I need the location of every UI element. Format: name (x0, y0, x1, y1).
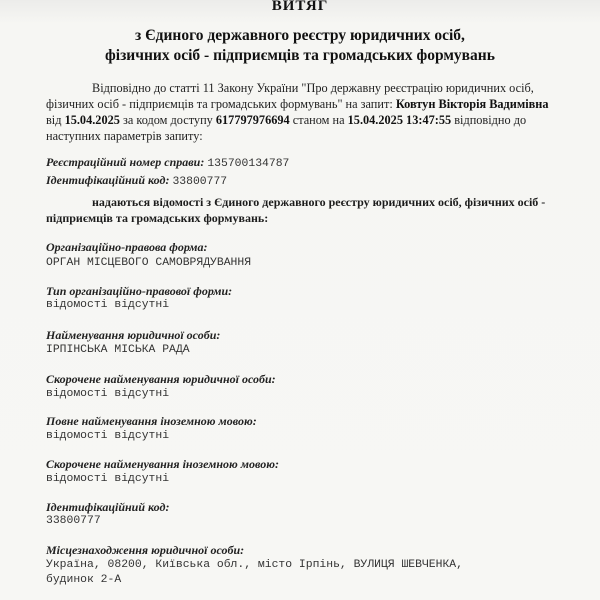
request-id-row (46, 173, 227, 188)
intro-line-2 (46, 96, 566, 112)
intro-line-3-prefix: від (46, 113, 65, 127)
requester-name: Ковтун Вікторія Вадимівна (395, 97, 549, 111)
short-name-label: Скорочене найменування юридичної особи: (46, 372, 276, 386)
request-id-label: Ідентифікаційний код: (46, 173, 170, 187)
intro-line-3-suffix: відповідно до (451, 113, 527, 127)
location-value: Україна, 08200, Київська обл., місто Ірпінь, ВУЛИЦЯ ШЕВЧЕНКА, будинок 2-А (46, 559, 463, 586)
legal-entity-name-label: Найменування юридичної особи: (46, 328, 221, 342)
intro-line-3-state: станом на (289, 113, 348, 127)
case-number-label: Реєстраційний номер справи: (46, 155, 205, 169)
foreign-short-name-label: Скорочене найменування іноземною мовою: (46, 457, 279, 471)
request-date: 15.04.2025 (64, 113, 120, 127)
org-legal-form-value: ОРГАН МІСЦЕВОГО САМОВРЯДУВАННЯ (46, 257, 252, 269)
org-legal-form-type-label: Тип організаційно-правової форми: (46, 284, 233, 298)
intro-line-4: наступних параметрів запиту: (46, 129, 203, 143)
provided-line-2: підприємців та громадських формувань: (46, 211, 269, 225)
subtitle-line-2: фізичних осіб - підприємців та громадських формувань (105, 47, 495, 64)
intro-line-3 (46, 112, 566, 128)
case-number-value: 135700134787 (207, 158, 290, 170)
document-title: ВИТЯГ (271, 0, 329, 10)
intro-line-2-text: фізичних осіб - підприємців та громадських формувань" на запит: (46, 97, 396, 111)
request-id-value: 33800777 (172, 176, 228, 188)
case-number-row (46, 155, 289, 170)
org-legal-form-type-value: відомості відсутні (46, 299, 170, 311)
access-code: 617797976694 (215, 113, 290, 127)
intro-paragraph (46, 80, 566, 144)
state-datetime: 15.04.2025 13:47:55 (347, 113, 452, 127)
intro-line-3-mid: за кодом доступу (119, 113, 216, 127)
identification-code-label: Ідентифікаційний код: (46, 500, 170, 514)
provided-info-heading (46, 194, 566, 226)
short-name-value: відомості відсутні (46, 388, 170, 400)
provided-line-1: надаються відомості з Єдиного державного реєстру юридичних осіб, фізичних осіб - (92, 195, 546, 209)
legal-entity-name-value: ІРПІНСЬКА МІСЬКА РАДА (46, 344, 190, 356)
foreign-full-name-value: відомості відсутні (46, 430, 170, 442)
document-subtitle (0, 26, 600, 66)
location-label: Місцезнаходження юридичної особи: (46, 543, 245, 557)
subtitle-line-1: з Єдиного державного реєстру юридичних осіб, (135, 27, 465, 44)
foreign-full-name-label: Повне найменування іноземною мовою: (46, 414, 257, 428)
intro-line-1: Відповідно до статті 11 Закону України "Про державну реєстрацію юридичних осіб, (92, 81, 534, 95)
foreign-short-name-value: відомості відсутні (46, 473, 170, 485)
org-legal-form-label: Організаційно-правова форма: (46, 240, 208, 254)
identification-code-value: 33800777 (46, 515, 101, 527)
